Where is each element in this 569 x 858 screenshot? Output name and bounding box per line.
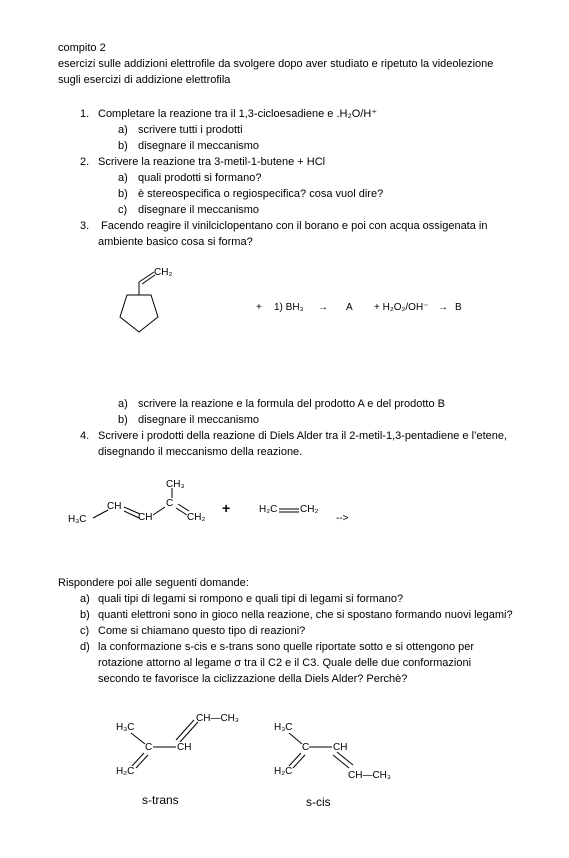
exercise-1-item-a-label: a) bbox=[118, 124, 128, 136]
ethene-right-label: CH₂ bbox=[300, 504, 319, 515]
s-cis-c-label: C bbox=[302, 742, 310, 753]
exercise-4-number: 4. bbox=[80, 430, 90, 442]
exercise-3-item-a: scrivere la reazione e la formula del prodotto A e del prodotto B bbox=[138, 398, 445, 410]
exercise-1-item-b-label: b) bbox=[118, 140, 128, 152]
reaction-3-arrow-1: → bbox=[318, 302, 328, 313]
exercise-3-item-b-label: b) bbox=[118, 414, 128, 426]
reaction-3-product-b: B bbox=[455, 302, 462, 313]
question-b-text: quanti elettroni sono in gioco nella reazione, che si spostano formando nuovi legami? bbox=[98, 609, 513, 621]
exercise-2-item-a: quali prodotti si formano? bbox=[138, 172, 262, 184]
question-d-text-line-2: rotazione attorno al legame σ tra il C2 e il C3. Quale delle due conformazioni bbox=[98, 657, 472, 669]
exercise-1-item-a: scrivere tutti i prodotti bbox=[138, 124, 243, 136]
exercise-2-number: 2. bbox=[80, 156, 90, 168]
question-d-label: d) bbox=[80, 641, 90, 653]
questions-heading: Rispondere poi alle seguenti domande: bbox=[58, 577, 249, 589]
exercise-2-item-b-label: b) bbox=[118, 188, 128, 200]
exercise-4-text-line-2: disegnando il meccanismo della reazione. bbox=[98, 446, 303, 458]
s-cis-h2c-label: H₂C bbox=[274, 766, 293, 777]
s-trans-ch-label: CH bbox=[177, 742, 192, 753]
reaction-3-step-2: + H₂O₂/OH⁻ bbox=[374, 302, 429, 313]
question-d-text-line-3: secondo te favorisce la ciclizzazione della Diels Alder? Perchè? bbox=[98, 673, 408, 685]
question-a-label: a) bbox=[80, 593, 90, 605]
s-cis-ch-label: CH bbox=[333, 742, 348, 753]
s-trans-chch3-label: CH—CH₃ bbox=[196, 713, 239, 724]
s-cis-caption: s-cis bbox=[306, 795, 331, 809]
question-d-text-line-1: la conformazione s-cis e s-trans sono quelle riportate sotto e si ottengono per bbox=[98, 641, 475, 653]
s-trans-h2c-label: H₂C bbox=[116, 766, 135, 777]
reaction-3-product-a: A bbox=[346, 302, 353, 313]
conformations-structures bbox=[0, 700, 569, 800]
question-c-text: Come si chiamano questo tipo di reazioni? bbox=[98, 625, 306, 637]
exercise-1-text: Completare la reazione tra il 1,3-cicloesadiene e .H₂O/H⁺ bbox=[98, 108, 378, 120]
s-cis-chch3-label: CH—CH₃ bbox=[348, 770, 391, 781]
diene-ch-label-2: CH bbox=[138, 512, 153, 523]
exercise-3-item-a-label: a) bbox=[118, 398, 128, 410]
reaction-3-plus: + bbox=[256, 302, 262, 313]
s-trans-h3c-label: H₃C bbox=[116, 722, 135, 733]
exercise-1-item-b: disegnare il meccanismo bbox=[138, 140, 260, 152]
intro-line-2: sugli esercizi di addizione elettrofila bbox=[58, 74, 231, 86]
exercise-2-item-c-label: c) bbox=[118, 204, 128, 216]
question-b-label: b) bbox=[80, 609, 90, 621]
diene-ch-label-1: CH bbox=[107, 501, 122, 512]
vinylcyclopentane-structure bbox=[105, 262, 185, 352]
diene-ch3-label: CH₃ bbox=[166, 479, 185, 490]
diene-h3c-label: H₃C bbox=[68, 514, 87, 525]
reaction-3-arrow-2: → bbox=[438, 302, 448, 313]
exercise-3-item-b: disegnare il meccanismo bbox=[138, 414, 260, 426]
page-title: compito 2 bbox=[58, 42, 106, 54]
diene-ch2-label: CH₂ bbox=[187, 512, 206, 523]
diene-c-label: C bbox=[166, 498, 174, 509]
exercise-4-text-line-1: Scrivere i prodotti della reazione di Diels Alder tra il 2-metil-1,3-pentadiene e l’etene, bbox=[98, 430, 508, 442]
question-a-text: quali tipi di legami si rompono e quali tipi di legami si formano? bbox=[98, 593, 404, 605]
exercise-3-text-line-1: Facendo reagire il vinilciclopentano con il borano e poi con acqua ossigenata in bbox=[101, 220, 488, 232]
exercise-2-item-a-label: a) bbox=[118, 172, 128, 184]
s-trans-c-label: C bbox=[145, 742, 153, 753]
ethene-left-label: H₂C bbox=[259, 504, 278, 515]
exercise-2-item-c: disegnare il meccanismo bbox=[138, 204, 260, 216]
exercise-2-text: Scrivere la reazione tra 3-metil-1-butene + HCl bbox=[98, 156, 326, 168]
exercise-1-number: 1. bbox=[80, 108, 90, 120]
s-trans-caption: s-trans bbox=[142, 793, 179, 807]
reaction-3-step-1: 1) BH₃ bbox=[274, 302, 304, 313]
vinyl-ch2-label: CH₂ bbox=[154, 267, 173, 278]
s-cis-h3c-label: H₃C bbox=[274, 722, 293, 733]
exercise-2-item-b: è stereospecifica o regiospecifica? cosa vuol dire? bbox=[138, 188, 384, 200]
reaction-4-plus: + bbox=[222, 500, 231, 516]
intro-line-1: esercizi sulle addizioni elettrofile da svolgere dopo aver studiato e ripetuto la videolezione bbox=[58, 58, 494, 70]
reaction-4-arrow: --> bbox=[336, 513, 349, 524]
exercise-3-number: 3. bbox=[80, 220, 90, 232]
question-c-label: c) bbox=[80, 625, 90, 637]
exercise-3-text-line-2: ambiente basico cosa si forma? bbox=[98, 236, 253, 248]
